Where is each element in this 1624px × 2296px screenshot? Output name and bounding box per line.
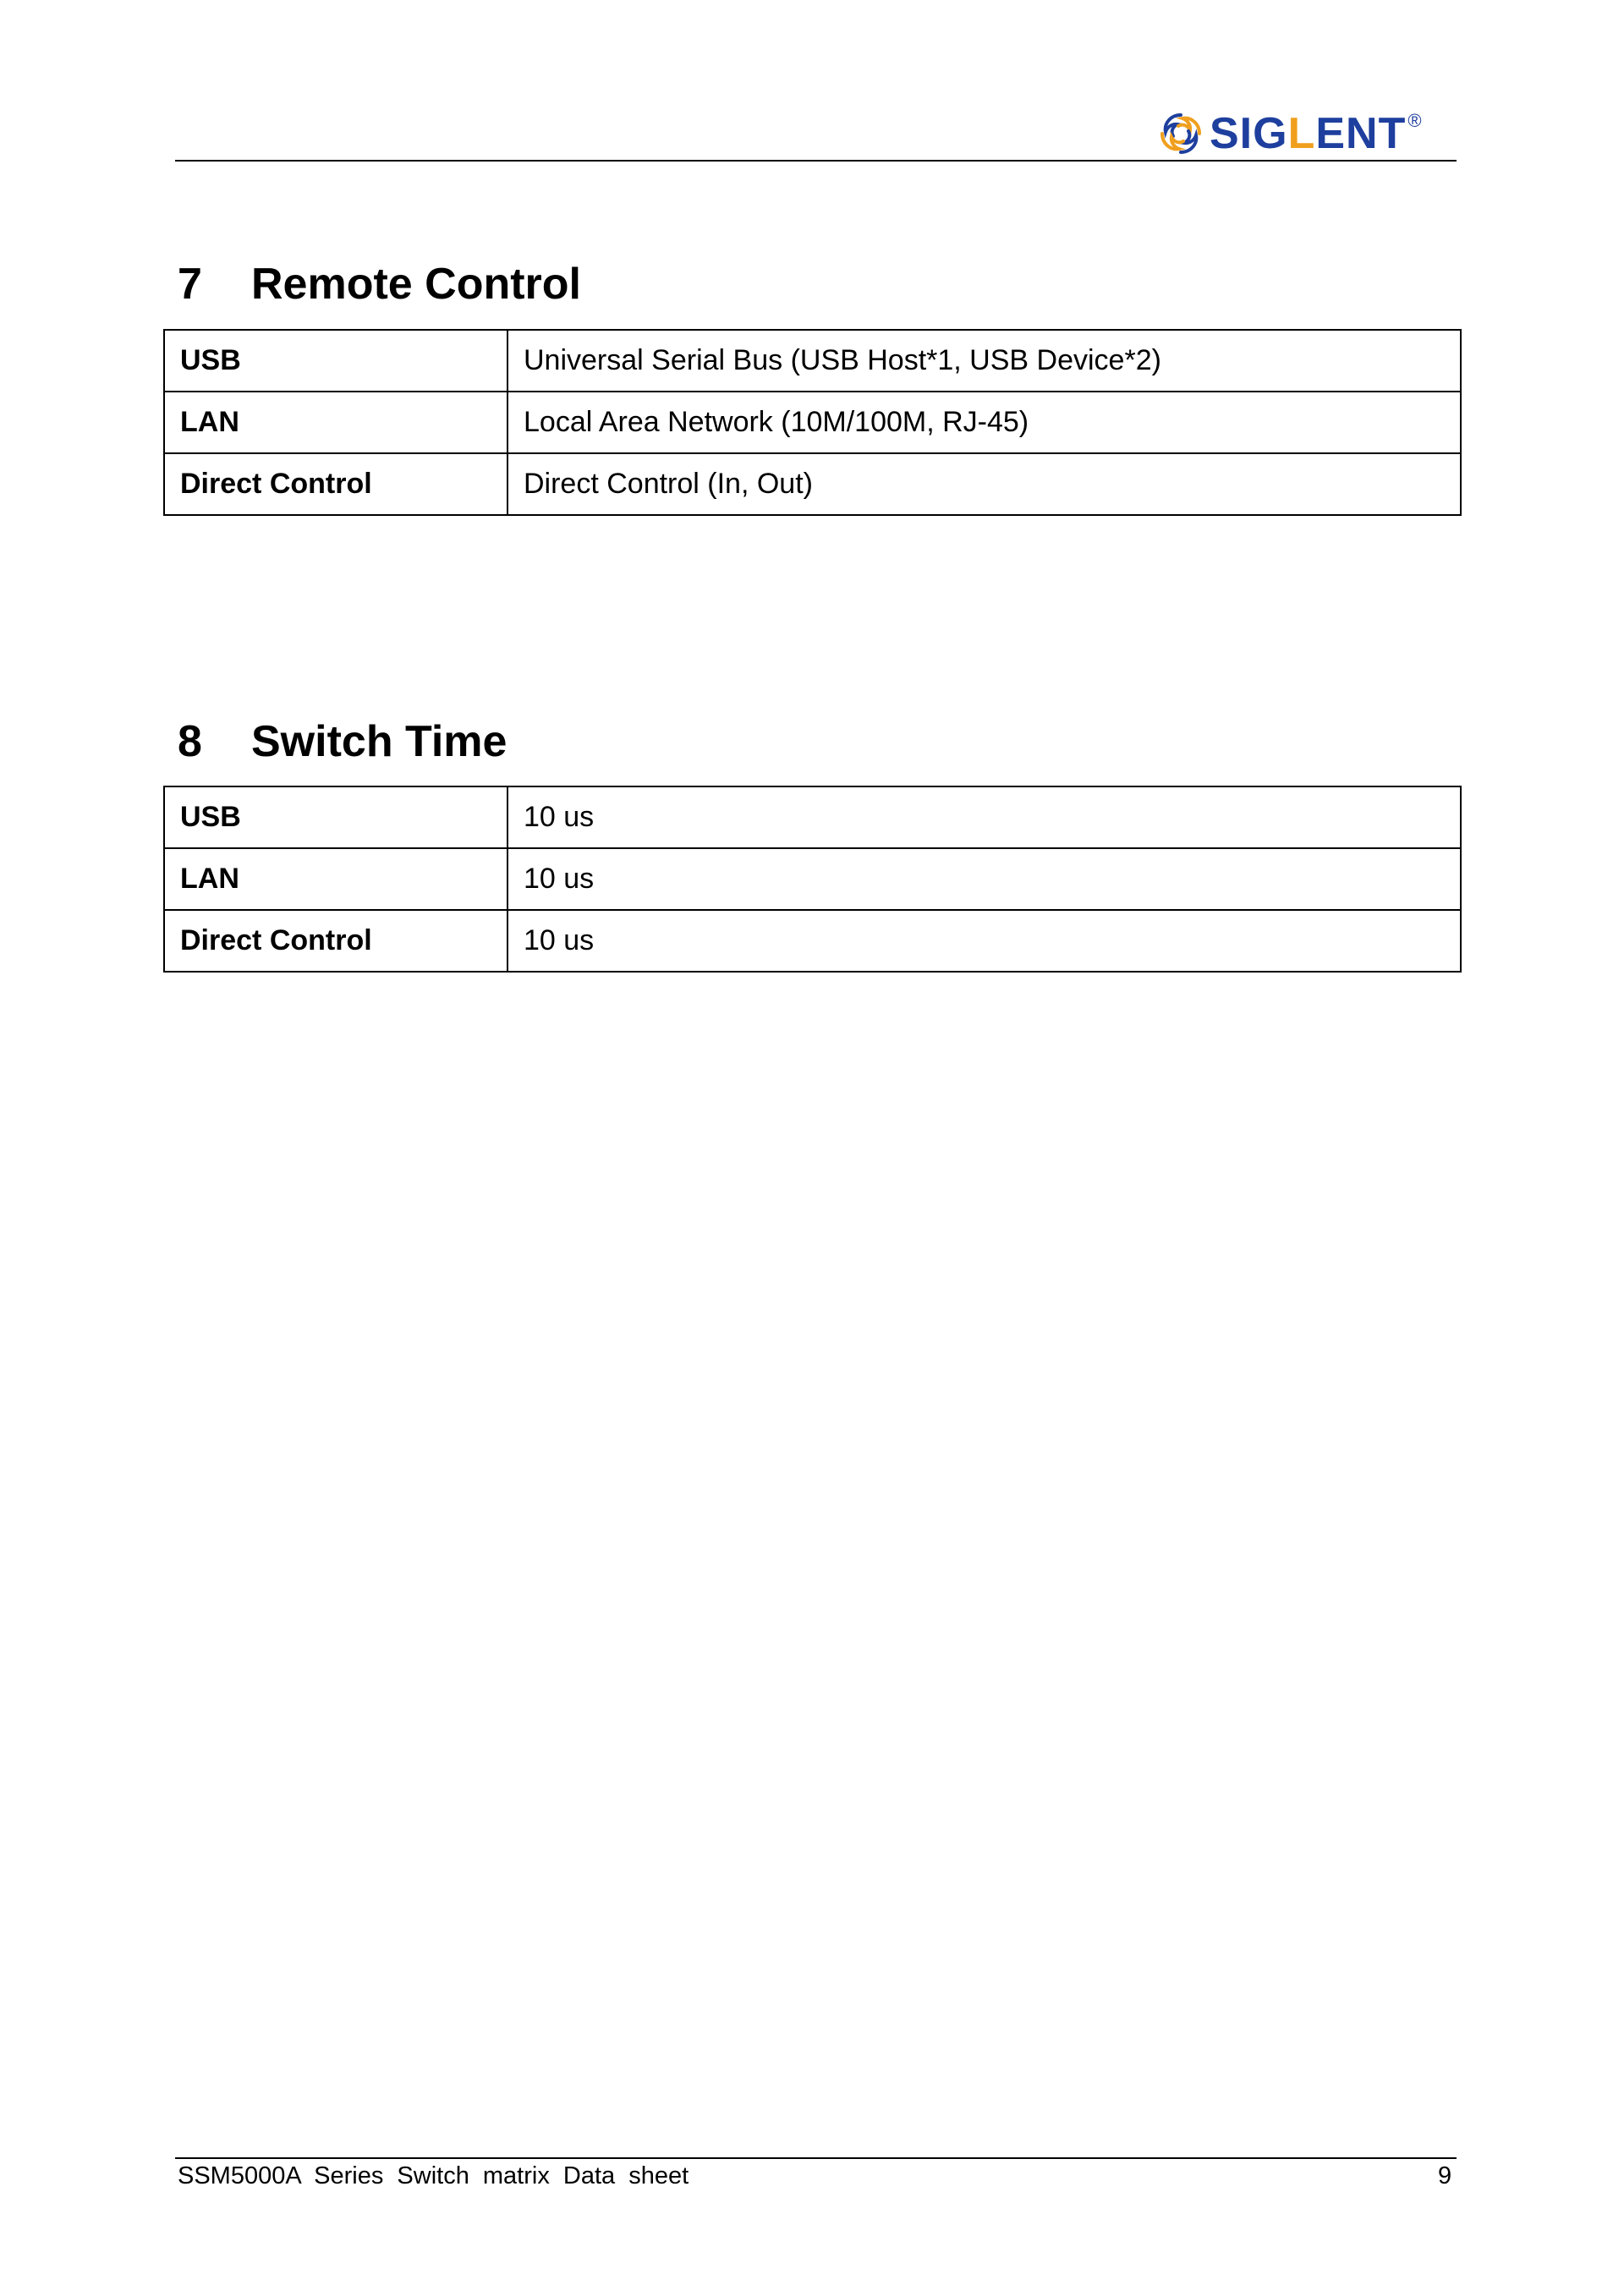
table-cell-value: Local Area Network (10M/100M, RJ-45) xyxy=(508,392,1461,453)
table-row xyxy=(164,848,1461,910)
section-number: 8 xyxy=(178,716,202,766)
registered-mark: ® xyxy=(1407,110,1422,131)
table-row xyxy=(164,786,1461,848)
section-title: Remote Control xyxy=(251,259,581,309)
footer-page-number: 9 xyxy=(1438,2162,1452,2189)
siglent-logo xyxy=(1157,108,1422,159)
table-cell-key: Direct Control xyxy=(164,453,508,515)
table-cell-value: 10 us xyxy=(508,786,1461,848)
remote-control-table xyxy=(163,329,1462,516)
table-cell-key: Direct Control xyxy=(164,910,508,972)
table-cell-value: 10 us xyxy=(508,910,1461,972)
section-title: Switch Time xyxy=(251,716,508,766)
table-cell-key: LAN xyxy=(164,392,508,453)
logo-accent-letter: L xyxy=(1287,109,1316,158)
table-cell-value: Universal Serial Bus (USB Host*1, USB Device*2) xyxy=(508,330,1461,392)
switch-time-table xyxy=(163,786,1462,973)
footer-document-title: SSM5000A Series Switch matrix Data sheet xyxy=(178,2162,689,2189)
siglent-swirl-icon xyxy=(1157,110,1204,157)
table-cell-key: USB xyxy=(164,330,508,392)
table-row xyxy=(164,392,1461,453)
section-heading-switch-time xyxy=(178,716,508,766)
header-divider xyxy=(175,160,1457,162)
table-row xyxy=(164,330,1461,392)
section-heading-remote-control xyxy=(178,259,581,309)
table-row xyxy=(164,910,1461,972)
table-cell-key: USB xyxy=(164,786,508,848)
table-cell-value: 10 us xyxy=(508,848,1461,910)
table-cell-value: Direct Control (In, Out) xyxy=(508,453,1461,515)
footer-divider xyxy=(175,2157,1457,2159)
logo-wordmark: SIGLENT xyxy=(1210,109,1407,158)
section-number: 7 xyxy=(178,259,202,309)
table-cell-key: LAN xyxy=(164,848,508,910)
table-row xyxy=(164,453,1461,515)
